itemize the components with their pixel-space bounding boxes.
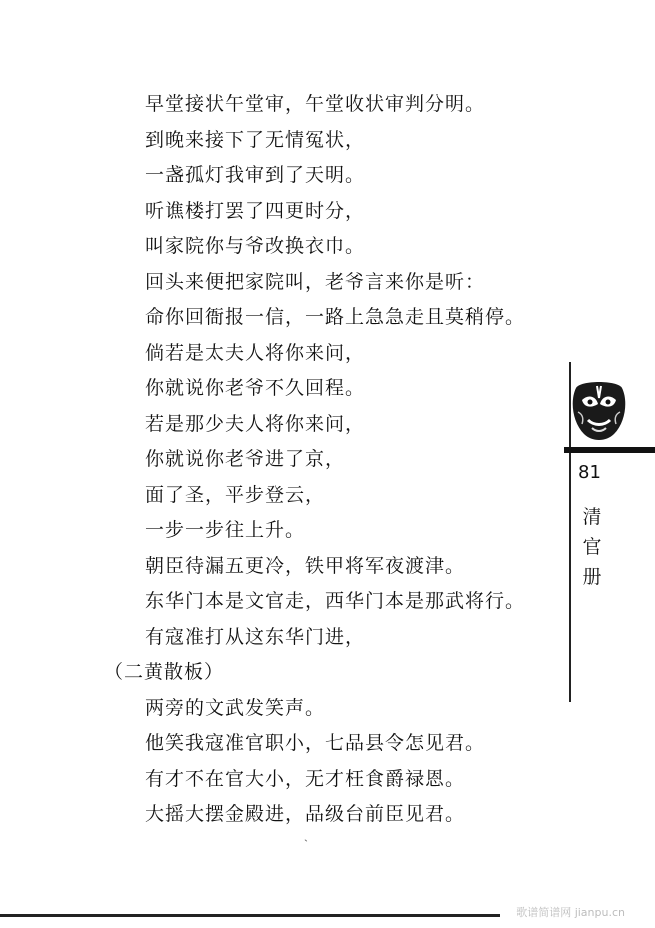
lyric-line: 有才不在官大小，无才枉食爵禄恩。 <box>145 768 466 790</box>
lyric-line: 面了圣，平步登云， <box>145 484 326 506</box>
header-rule <box>564 447 655 453</box>
bottom-rule <box>0 914 500 917</box>
section-heading: （二黄散板） <box>104 661 225 683</box>
lyric-line: 一步一步往上升。 <box>145 519 306 541</box>
book-title: 清官册 <box>582 506 602 588</box>
margin-divider <box>569 362 571 702</box>
lyric-line: 你就说你老爷不久回程。 <box>145 377 366 399</box>
lyric-line: 倘若是太夫人将你来问， <box>145 342 366 364</box>
page-number: 81 <box>578 462 601 483</box>
lyric-line: 大摇大摆金殿进，品级台前臣见君。 <box>145 803 466 825</box>
watermark: 歌谱简谱网 jianpu.cn <box>516 906 625 919</box>
lyric-line: 你就说你老爷进了京， <box>145 448 346 470</box>
opera-mask-icon <box>570 378 628 444</box>
lyric-line: 两旁的文武发笑声。 <box>145 697 326 719</box>
lyric-line: 叫家院你与爷改换衣巾。 <box>145 235 366 257</box>
lyric-line: 命你回衙报一信，一路上急急走且莫稍停。 <box>145 306 526 328</box>
lyric-line: 听谯楼打罢了四更时分， <box>145 200 366 222</box>
lyric-line: 他笑我寇准官职小，七品县令怎见君。 <box>145 732 486 754</box>
lyric-line: 有寇准打从这东华门进， <box>145 626 366 648</box>
lyric-line: 若是那少夫人将你来问， <box>145 413 366 435</box>
scan-speck: ˎ <box>304 828 308 842</box>
lyric-line: 到晚来接下了无情冤状， <box>145 129 366 151</box>
lyric-line: 一盏孤灯我审到了天明。 <box>145 164 366 186</box>
lyric-line: 早堂接状午堂审，午堂收状审判分明。 <box>145 93 486 115</box>
lyric-line: 东华门本是文官走，西华门本是那武将行。 <box>145 590 526 612</box>
lyric-line: 朝臣待漏五更冷，铁甲将军夜渡津。 <box>145 555 466 577</box>
lyric-line: 回头来便把家院叫，老爷言来你是听： <box>145 271 486 293</box>
